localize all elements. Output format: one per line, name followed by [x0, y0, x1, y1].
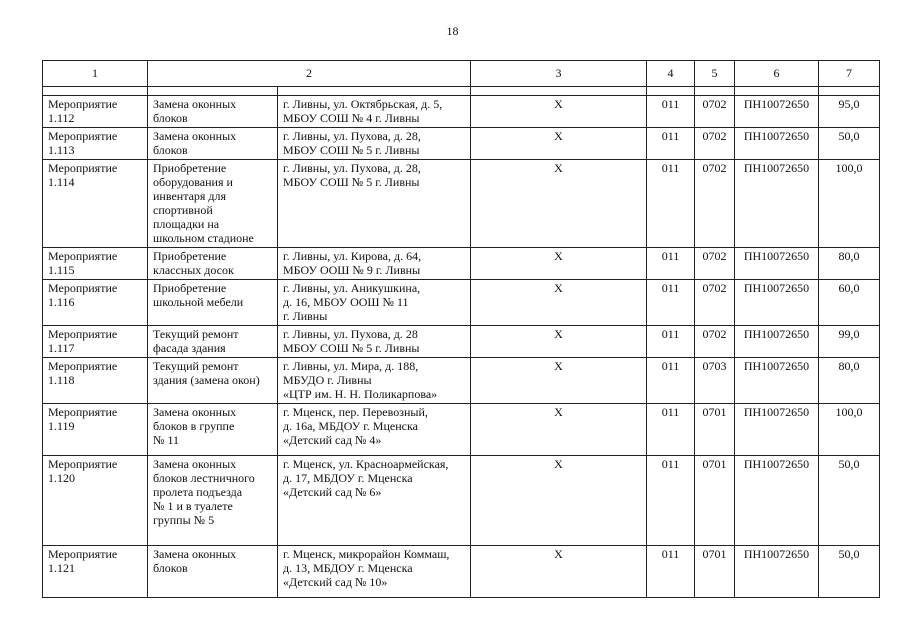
event-cell — [43, 248, 148, 280]
col7-cell: 50,0 — [819, 456, 880, 546]
work-description-cell — [148, 326, 278, 358]
address-cell-line: г. Ливны, ул. Пухова, д. 28, — [283, 129, 421, 143]
event-cell-line: Мероприятие — [48, 281, 118, 295]
event-cell-line: Мероприятие — [48, 97, 118, 111]
col4-cell: 011 — [647, 326, 695, 358]
work-description-cell — [148, 358, 278, 404]
event-cell-line: 1.120 — [48, 471, 75, 485]
col7-cell: 100,0 — [819, 160, 880, 248]
event-cell — [43, 160, 148, 248]
event-cell-line: Мероприятие — [48, 359, 118, 373]
address-cell — [278, 96, 471, 128]
work-description-cell-line: Замена оконных — [153, 97, 237, 111]
table-row — [43, 280, 880, 326]
address-cell-line: МБОУ ООШ № 9 г. Ливны — [283, 263, 421, 277]
table-row — [43, 546, 880, 598]
col3-cell: X — [471, 404, 647, 456]
work-description-cell — [148, 280, 278, 326]
col7-cell: 50,0 — [819, 546, 880, 598]
col7-cell: 100,0 — [819, 404, 880, 456]
work-description-cell-line: оборудования и — [153, 175, 233, 189]
event-cell-line: Мероприятие — [48, 249, 118, 263]
address-cell-line: «Детский сад № 10» — [283, 575, 388, 589]
address-cell-line: МБУДО г. Ливны — [283, 373, 372, 387]
address-cell-line: г. Ливны, ул. Пухова, д. 28 — [283, 327, 418, 341]
col3-cell: X — [471, 280, 647, 326]
col5-cell: 0701 — [695, 546, 735, 598]
col4-cell: 011 — [647, 546, 695, 598]
work-description-cell-line: Приобретение — [153, 161, 227, 175]
table-row — [43, 248, 880, 280]
address-cell-line: «Детский сад № 4» — [283, 433, 382, 447]
col3-cell: X — [471, 160, 647, 248]
event-cell-line: Мероприятие — [48, 457, 118, 471]
col5-cell: 0702 — [695, 326, 735, 358]
table-row — [43, 96, 880, 128]
col4-cell: 011 — [647, 404, 695, 456]
header-col-1: 1 — [43, 61, 148, 87]
col6-cell: ПН10072650 — [735, 248, 819, 280]
col3-cell: X — [471, 128, 647, 160]
address-cell-line: МБОУ СОШ № 5 г. Ливны — [283, 143, 420, 157]
work-description-cell — [148, 96, 278, 128]
header-col-4: 4 — [647, 61, 695, 87]
work-description-cell-line: фасада здания — [153, 341, 226, 355]
col7-cell: 80,0 — [819, 358, 880, 404]
col5-cell: 0702 — [695, 248, 735, 280]
address-cell — [278, 248, 471, 280]
col7-cell: 80,0 — [819, 248, 880, 280]
event-cell — [43, 96, 148, 128]
work-description-cell-line: пролета подъезда — [153, 485, 243, 499]
address-cell-line: д. 17, МБДОУ г. Мценска — [283, 471, 413, 485]
col7-cell: 95,0 — [819, 96, 880, 128]
address-cell — [278, 456, 471, 546]
col4-cell: 011 — [647, 280, 695, 326]
table-header-row — [43, 61, 880, 87]
address-cell-line: г. Ливны, ул. Кирова, д. 64, — [283, 249, 422, 263]
work-description-cell-line: спортивной — [153, 203, 213, 217]
table-row — [43, 358, 880, 404]
header-col-2: 2 — [148, 61, 471, 87]
table-row — [43, 160, 880, 248]
col6-cell: ПН10072650 — [735, 404, 819, 456]
work-description-cell-line: Замена оконных — [153, 547, 237, 561]
col5-cell: 0702 — [695, 280, 735, 326]
work-description-cell-line: группы № 5 — [153, 513, 215, 527]
col6-cell: ПН10072650 — [735, 280, 819, 326]
address-cell-line: МБОУ СОШ № 4 г. Ливны — [283, 111, 420, 125]
event-cell-line: 1.113 — [48, 143, 75, 157]
event-cell-line: 1.114 — [48, 175, 75, 189]
event-cell — [43, 546, 148, 598]
col3-cell: X — [471, 546, 647, 598]
col4-cell: 011 — [647, 456, 695, 546]
table-row — [43, 128, 880, 160]
work-description-cell — [148, 456, 278, 546]
event-cell — [43, 280, 148, 326]
event-cell-line: 1.116 — [48, 295, 75, 309]
address-cell — [278, 128, 471, 160]
work-description-cell-line: инвентаря для — [153, 189, 227, 203]
address-cell-line: г. Ливны, ул. Октябрьская, д. 5, — [283, 97, 443, 111]
col6-cell: ПН10072650 — [735, 128, 819, 160]
work-description-cell-line: школьной мебели — [153, 295, 244, 309]
col5-cell: 0701 — [695, 404, 735, 456]
work-description-cell — [148, 546, 278, 598]
address-cell — [278, 358, 471, 404]
work-description-cell — [148, 128, 278, 160]
col3-cell: X — [471, 326, 647, 358]
work-description-cell-line: Текущий ремонт — [153, 327, 239, 341]
col5-cell: 0702 — [695, 96, 735, 128]
address-cell-line: г. Ливны — [283, 309, 328, 323]
col3-cell: X — [471, 456, 647, 546]
header-col-5: 5 — [695, 61, 735, 87]
page-number: 18 — [446, 24, 459, 38]
header-col-6: 6 — [735, 61, 819, 87]
work-description-cell-line: блоков — [153, 111, 188, 125]
col4-cell: 011 — [647, 96, 695, 128]
col5-cell: 0703 — [695, 358, 735, 404]
work-description-cell-line: № 1 и в туалете — [153, 499, 233, 513]
work-description-cell-line: блоков лестничного — [153, 471, 255, 485]
event-cell-line: Мероприятие — [48, 405, 118, 419]
table-spacer-row — [43, 87, 880, 96]
event-cell-line: 1.121 — [48, 561, 75, 575]
col6-cell: ПН10072650 — [735, 96, 819, 128]
col6-cell: ПН10072650 — [735, 546, 819, 598]
event-cell-line: 1.115 — [48, 263, 75, 277]
event-cell-line: 1.118 — [48, 373, 75, 387]
work-description-cell-line: Текущий ремонт — [153, 359, 239, 373]
address-cell-line: МБОУ СОШ № 5 г. Ливны — [283, 175, 420, 189]
work-description-cell — [148, 160, 278, 248]
work-description-cell — [148, 404, 278, 456]
col7-cell: 50,0 — [819, 128, 880, 160]
event-cell — [43, 456, 148, 546]
event-cell-line: Мероприятие — [48, 129, 118, 143]
table-body — [43, 87, 880, 598]
col5-cell: 0702 — [695, 128, 735, 160]
event-cell — [43, 128, 148, 160]
table-row — [43, 326, 880, 358]
address-cell-line: д. 16а, МБДОУ г. Мценска — [283, 419, 418, 433]
header-col-7: 7 — [819, 61, 880, 87]
work-description-cell-line: Приобретение — [153, 281, 227, 295]
work-description-cell-line: Приобретение — [153, 249, 227, 263]
work-description-cell-line: классных досок — [153, 263, 234, 277]
address-cell — [278, 280, 471, 326]
work-description-cell-line: блоков — [153, 143, 188, 157]
address-cell — [278, 160, 471, 248]
col3-cell: X — [471, 96, 647, 128]
address-cell-line: «Детский сад № 6» — [283, 485, 382, 499]
header-col-3: 3 — [471, 61, 647, 87]
address-cell-line: д. 13, МБДОУ г. Мценска — [283, 561, 413, 575]
table-row — [43, 456, 880, 546]
address-cell-line: г. Мценск, пер. Перевозный, — [283, 405, 428, 419]
address-cell-line: г. Мценск, микрорайон Коммаш, — [283, 547, 450, 561]
col7-cell: 60,0 — [819, 280, 880, 326]
event-cell-line: 1.117 — [48, 341, 75, 355]
event-cell-line: 1.119 — [48, 419, 75, 433]
work-description-cell — [148, 248, 278, 280]
col6-cell: ПН10072650 — [735, 358, 819, 404]
col4-cell: 011 — [647, 160, 695, 248]
event-cell-line: Мероприятие — [48, 547, 118, 561]
work-description-cell-line: школьном стадионе — [153, 231, 254, 245]
col4-cell: 011 — [647, 128, 695, 160]
col4-cell: 011 — [647, 248, 695, 280]
table-row — [43, 404, 880, 456]
col5-cell: 0702 — [695, 160, 735, 248]
work-description-cell-line: № 11 — [153, 433, 180, 447]
work-description-cell-line: Замена оконных — [153, 129, 237, 143]
col4-cell: 011 — [647, 358, 695, 404]
address-cell-line: г. Ливны, ул. Пухова, д. 28, — [283, 161, 421, 175]
event-cell — [43, 326, 148, 358]
event-cell — [43, 358, 148, 404]
event-cell — [43, 404, 148, 456]
col5-cell: 0701 — [695, 456, 735, 546]
address-cell-line: МБОУ СОШ № 5 г. Ливны — [283, 341, 420, 355]
address-cell — [278, 404, 471, 456]
address-cell-line: «ЦТР им. Н. Н. Поликарпова» — [283, 387, 438, 401]
event-cell-line: Мероприятие — [48, 327, 118, 341]
event-cell-line: Мероприятие — [48, 161, 118, 175]
address-cell-line: г. Ливны, ул. Аникушкина, — [283, 281, 421, 295]
work-description-cell-line: Замена оконных — [153, 457, 237, 471]
address-cell-line: г. Мценск, ул. Красноармейская, — [283, 457, 449, 471]
col3-cell: X — [471, 358, 647, 404]
work-description-cell-line: Замена оконных — [153, 405, 237, 419]
address-cell — [278, 546, 471, 598]
work-description-cell-line: здания (замена окон) — [153, 373, 260, 387]
address-cell-line: д. 16, МБОУ ООШ № 11 — [283, 295, 409, 309]
event-cell-line: 1.112 — [48, 111, 75, 125]
col6-cell: ПН10072650 — [735, 160, 819, 248]
col6-cell: ПН10072650 — [735, 326, 819, 358]
work-description-cell-line: площадки на — [153, 217, 220, 231]
work-description-cell-line: блоков — [153, 561, 188, 575]
col3-cell: X — [471, 248, 647, 280]
address-cell — [278, 326, 471, 358]
col6-cell: ПН10072650 — [735, 456, 819, 546]
col7-cell: 99,0 — [819, 326, 880, 358]
work-description-cell-line: блоков в группе — [153, 419, 235, 433]
measures-table — [42, 60, 880, 598]
address-cell-line: г. Ливны, ул. Мира, д. 188, — [283, 359, 419, 373]
